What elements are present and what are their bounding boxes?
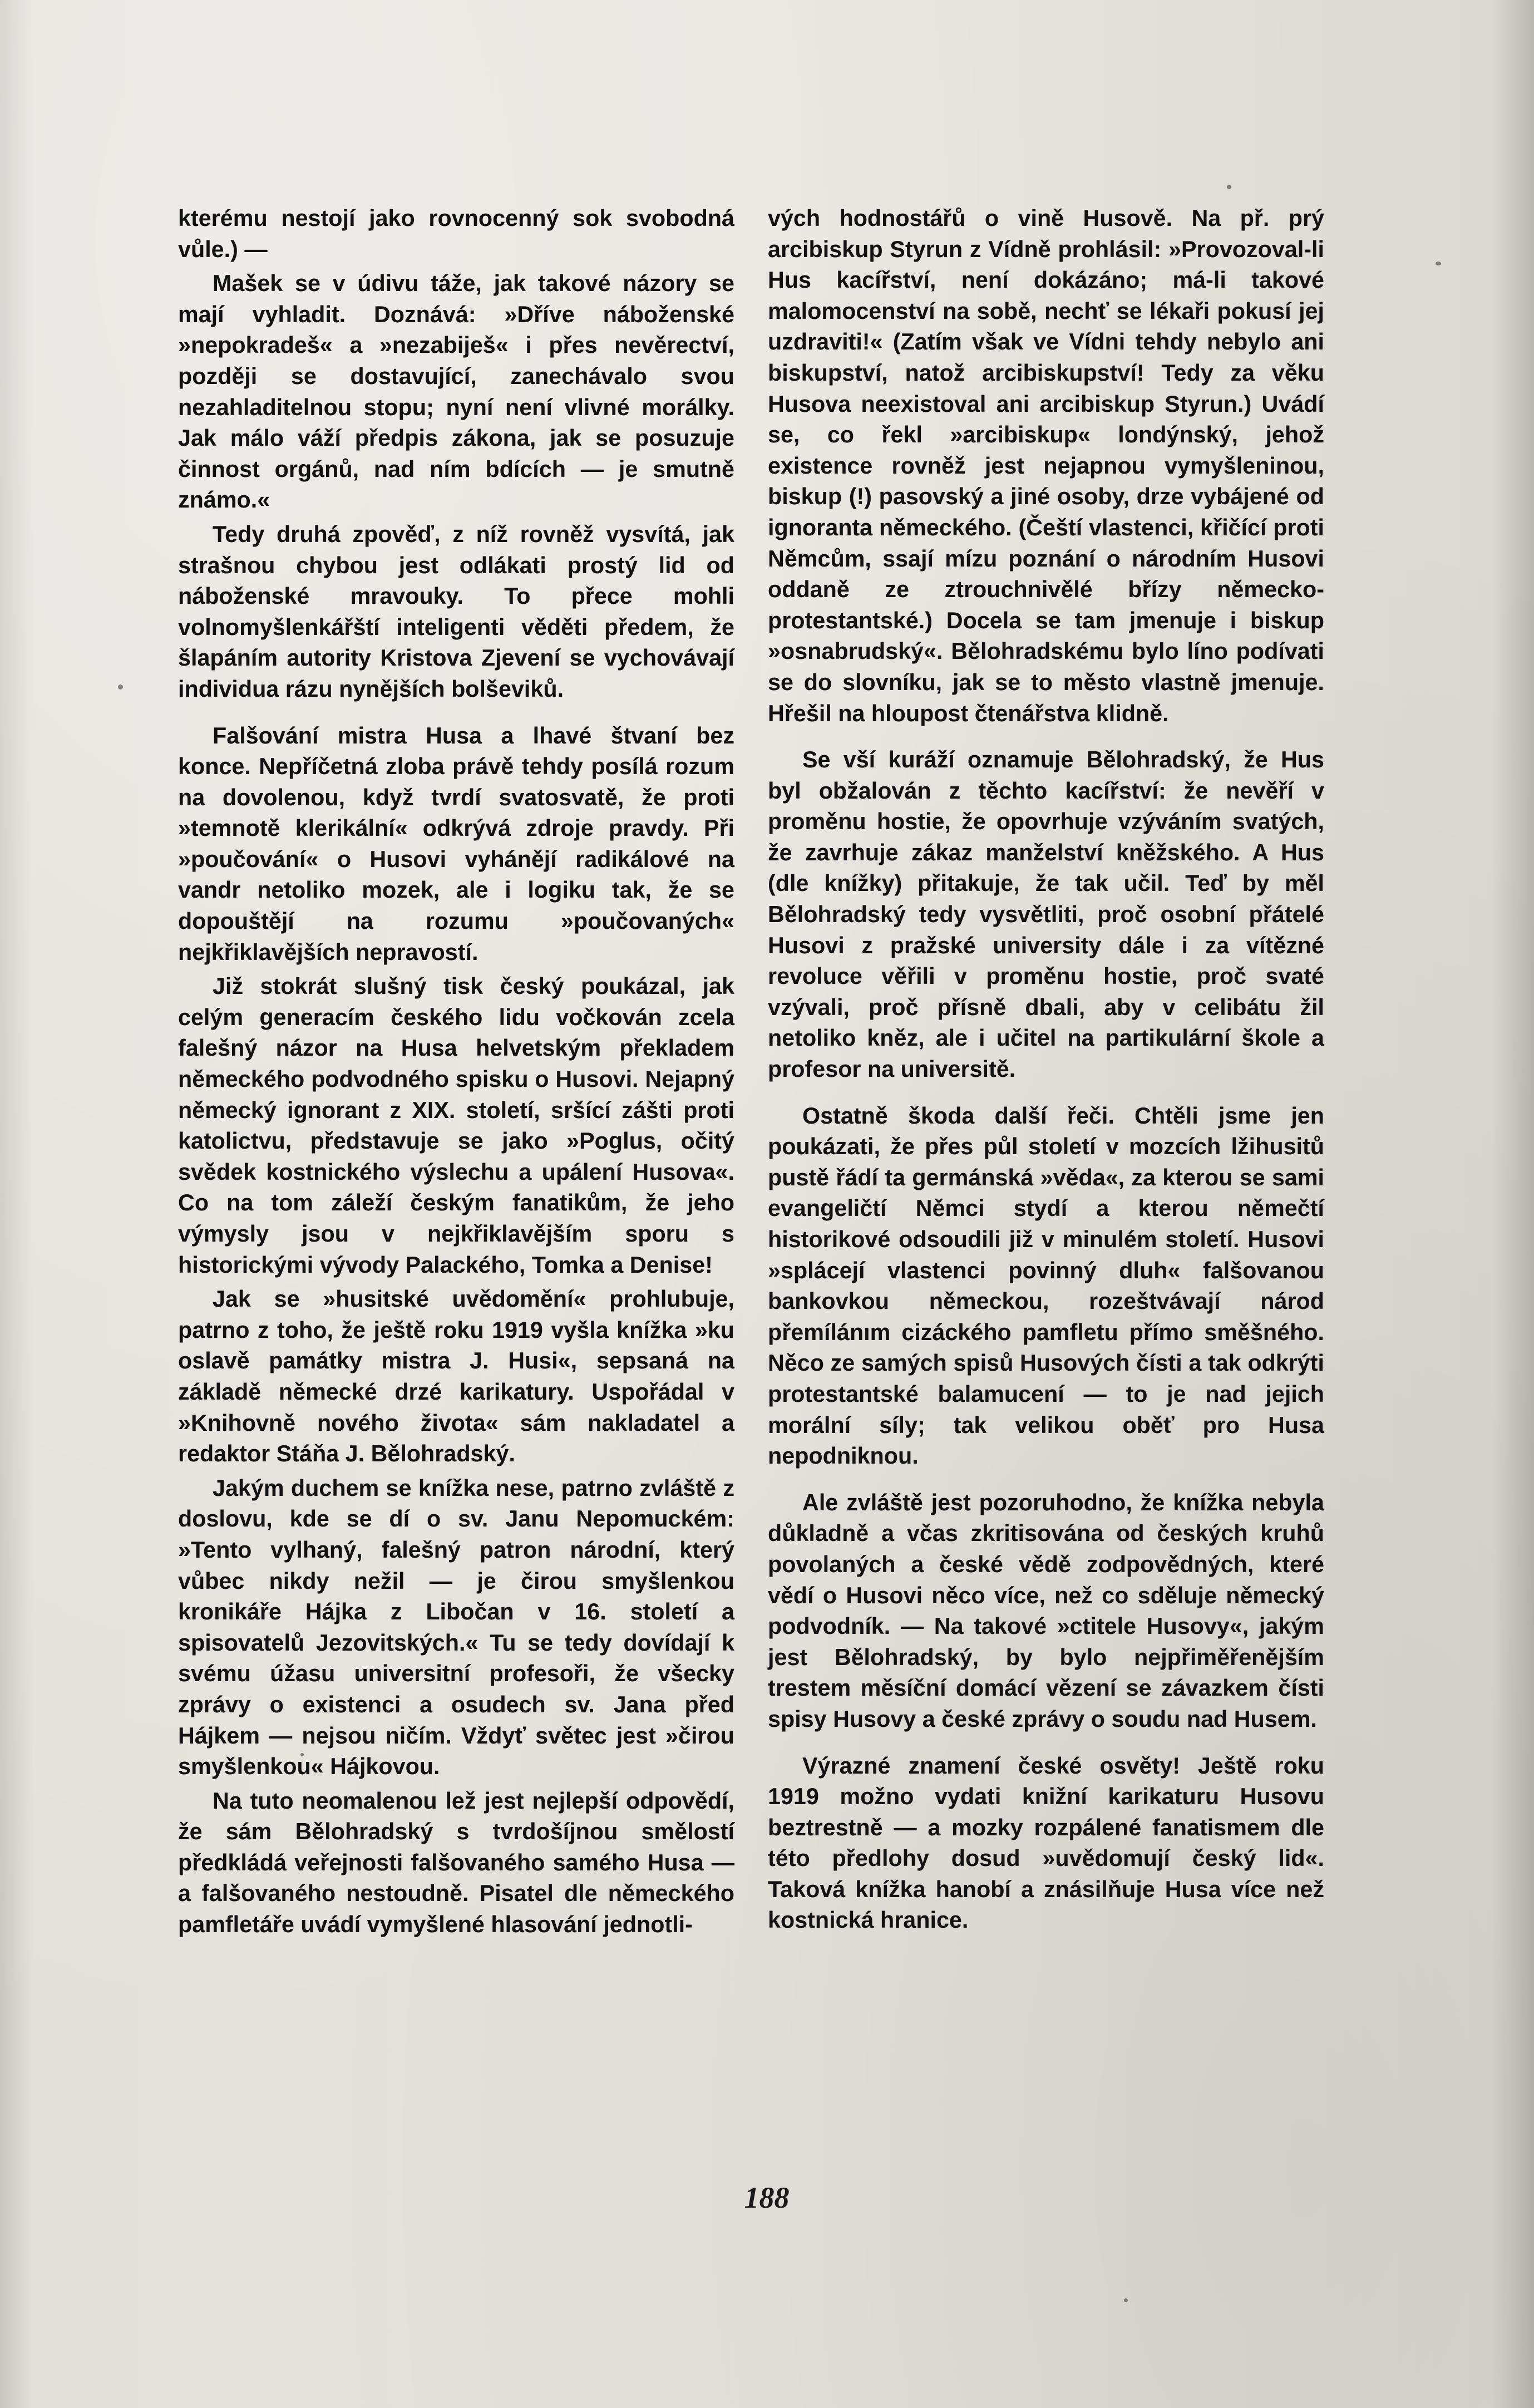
print-speck [1436,262,1441,265]
paragraph-text: Nepříčetná zloba právě tehdy posílá rozum na dovolenou, když tvrdí svatosvatě, že proti »temnotě klerikální« odkrývá zdroje pravdy. Při »poučování« o Husovi vyhánějí radikálové na vandr netoliko mozek, ale i logiku tak, že se dopouštějí na rozumu »poučovaných« nejkřiklavějších nepravostí. [178,754,734,965]
paragraph: Tedy druhá zpověď, z níž rovněž vysvítá, jak strašnou chybou jest odlákati prostý lid od náboženské mravouky. To přece mohli volnomyšlenkářští inteligenti věděti předem, že šlapáním autority Kristova Zjevení se vychovávají individua rázu nynějších bolševiků. [178,521,734,702]
section-heading: Falšování mistra Husa a lhavé štvaní bez konce. [178,722,734,780]
print-speck [1124,2298,1128,2302]
print-speck [118,685,123,690]
right-text-column [768,203,1324,1936]
paragraph: Již stokrát slušný tisk český poukázal, jak celým generacím českého lidu vočkován zcela falešný názor na Husa helvetským překladem německého podvodného spisku o Husovi. Nejapný německý ignorant z XIX. století, sršící zášti proti katolictvu, představuje se jako »Poglus, očitý svědek kostnického výslechu a upálení Husova«. Co na tom záleží českým fanatikům, že jeho výmysly jsou v nejkřiklavějším sporu s historickými vývody Palackého, Tomka a Denise! [178,973,734,1278]
paragraph: Jak se »husitské uvědomění« prohlubuje, patrno z toho, že ještě roku 1919 vyšla knížka »ku oslavě památky mistra J. Husi«, sepsaná na základě německé drzé karikatury. Uspořádal v »Knihovně nového života« sám nakladatel a redaktor Stáňa J. Bělohradský. [178,1286,734,1467]
paragraph: Výrazné znamení české osvěty! Ještě roku 1919 možno vydati knižní karikaturu Husovu beztrestně — a mozky rozpálené fanatismem dle této předlohy dosud »uvědomují český lid«. Taková knížka hanobí a znásilňuje Husa více než kostnická hranice. [768,1752,1324,1933]
paragraph: Ale zvláště jest pozoruhodno, že knížka nebyla důkladně a včas zkritisována od českých kruhů povolaných a české vědě zodpovědných, které vědí o Husovi něco více, než co sděluje německý podvodník. — Na takové »ctitele Husovy«, jakým jest Bělohradský, by bylo nejpřiměřenějším trestem měsíční domácí vězení se závazkem čísti spisy Husovy a české zprávy o soudu nad Husem. [768,1489,1324,1732]
paragraph: Jakým duchem se knížka nese, patrno zvláště z doslovu, kde se dí o sv. Janu Nepomuckém: »Tento vylhaný, falešný patron národní, který vůbec nikdy nežil — je čirou smyšlenkou kronikáře Hájka z Libočan v 16. století a spisovatelů Jezovitských.« Tu se tedy dovídají k svému úžasu universitní profesoři, že všecky zprávy o existenci a osudech sv. Jana před Hájkem — nejsou ničím. Vždyť světec jest »čirou smyšlenkou« Hájkovou. [178,1475,734,1780]
paragraph: Ostatně škoda další řeči. Chtěli jsme jen poukázati, že přes půl století v mozcích lžihusitů pustě řádí ta germánská »věda«, za kterou se sami evangeličtí Němci stydí a kterou němečtí historikové odsoudili již v minulém století. Husovi »splácejí vlastenci povinný dluh« falšovanou bankovkou německou, rozeštvávají národ přemílánım cizáckého pamfletu přímo směšného. Něco ze samých spisů Husových čísti a tak odkrýti protestantské balamucení — to je nad jejich morální síly; tak velikou oběť pro Husa nepodniknou. [768,1102,1324,1469]
page-number: 188 [744,2181,790,2214]
paragraph-with-heading [178,721,734,968]
paragraph: Se vší kuráží oznamuje Bělohradský, že Hus byl obžalován z těchto kacířství: že nevěří v proměnu hostie, že opovrhuje vzýváním svatých, že zavrhuje zákaz manželství kněžského. A Hus (dle knížky) přitakuje, že tak učil. Teď by měl Bělohradský tedy vysvětliti, proč osobní přátelé Husovi z pražské university dále i za vítězné revoluce věřili v proměnu hostie, proč svaté vzývali, proč přísně dbali, aby v celibátu žil netoliko kněz, ale i učitel na partikulární škole a profesor na universitě. [768,747,1324,1082]
paragraph: Mašek se v údivu táže, jak takové názory se mají vyhladit. Doznává: »Dříve náboženské »nepokradeš« a »nezabiješ« i přes nevěrectví, později se dostavující, zanechávalo svou nezahladitelnou stopu; nyní není vlivné morálky. Jak málo váží předpis zákona, jak se posuzuje činnost orgánů, nad ním bdících — je smutně známo.« [178,270,734,513]
paragraph: Na tuto neomalenou lež jest nejlepší odpovědí, že sám Bělohradský s tvrdošíjnou smělostí předkládá veřejnosti falšovaného samého Husa — a falšovaného nestoudně. Pisatel dle německého pamfletáře uvádí vymyšlené hlasování jednotli- [178,1787,734,1938]
print-speck [1227,185,1231,189]
paragraph: kterému nestojí jako rovnocenný sok svobodná vůle.) — [178,205,734,262]
paragraph: vých hodnostářů o vině Husově. Na př. prý arcibiskup Styrun z Vídně prohlásil: »Provozoval-li Hus kacířství, není dokázáno; má-li takové malomocenství na sobě, nechť se lékaři pokusí jej uzdraviti!« (Zatím však ve Vídni tehdy nebylo ani biskupství, natož arcibiskupství! Tedy za věku Husova neexistoval ani arcibiskup Styrun.) Uvádí se, co řekl »arcibiskup« londýnský, jehož existence rovněž jest nejapnou vymyšleninou, biskup (!) pasovský a jiné osoby, drze vybájené od ignoranta německého. (Čeští vlastenci, křičící proti Němcům, ssají mízu poznání o národním Husovi oddaně ze ztrouchnivělé břízy německo-protestantské.) Docela se tam jmenuje i biskup »osnabrudský«. Bělohradskému bylo líno podívati se do slovníku, jak se to město vlastně jmenuje. Hřešil na hloupost čtenářstva klidně. [768,205,1324,726]
left-text-column [178,203,734,1941]
